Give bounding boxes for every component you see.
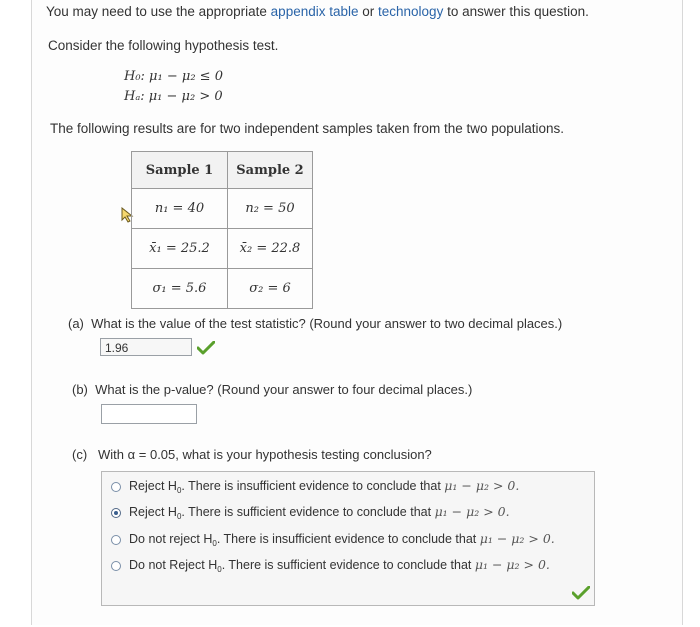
option-3-radio[interactable] bbox=[111, 535, 121, 545]
option-1-radio[interactable] bbox=[111, 482, 121, 492]
table-header-row bbox=[132, 152, 313, 189]
sample-1-mean: x̄₁ = 25.2 bbox=[132, 229, 228, 269]
intro-prefix: You may need to use the appropriate bbox=[46, 4, 271, 19]
sample-1-size: n₁ = 40 bbox=[132, 189, 228, 229]
sample-1-sigma: σ₁ = 5.6 bbox=[132, 269, 228, 309]
option-4-label[interactable] bbox=[129, 557, 550, 574]
part-c-question bbox=[72, 447, 432, 462]
header-sample-2: Sample 2 bbox=[228, 152, 313, 189]
option-3-sub: 0 bbox=[212, 539, 217, 548]
alternative-hypothesis: Hₐ: μ₁ − μ₂ > 0 bbox=[124, 89, 223, 104]
option-4-expr: μ₁ − μ₂ > 0. bbox=[474, 557, 550, 572]
option-2-expr: μ₁ − μ₂ > 0. bbox=[434, 504, 510, 519]
intro-suffix: to answer this question. bbox=[443, 4, 589, 19]
option-3-text: . There is insufficient evidence to conclude that bbox=[216, 532, 480, 546]
part-b-question bbox=[72, 382, 472, 397]
part-a-label: (a) bbox=[68, 316, 84, 331]
option-1-sub: 0 bbox=[176, 486, 182, 495]
option-3-label[interactable] bbox=[129, 531, 555, 548]
part-c-label: (c) bbox=[72, 447, 88, 462]
intro-text bbox=[46, 4, 589, 19]
intro-mid: or bbox=[358, 4, 379, 19]
option-3-lead: Do not reject H bbox=[129, 532, 213, 546]
table-row bbox=[132, 189, 313, 229]
appendix-table-link[interactable]: appendix table bbox=[270, 4, 359, 19]
technology-link[interactable]: technology bbox=[378, 4, 444, 19]
test-statistic-input[interactable]: 1.96 bbox=[100, 338, 192, 356]
table-row bbox=[132, 229, 313, 269]
part-a-text: What is the value of the test statistic? (Round your answer to two decimal places.) bbox=[91, 316, 563, 331]
header-sample-1: Sample 1 bbox=[132, 152, 228, 189]
samples-table bbox=[131, 151, 313, 309]
consider-text: Consider the following hypothesis test. bbox=[48, 38, 279, 53]
part-b-label: (b) bbox=[72, 382, 88, 397]
option-1-expr: μ₁ − μ₂ > 0. bbox=[444, 478, 520, 493]
option-4-radio[interactable] bbox=[111, 561, 121, 571]
correct-check-icon bbox=[572, 586, 590, 600]
part-a-question bbox=[68, 316, 562, 331]
option-2-text: . There is sufficient evidence to conclude that bbox=[181, 505, 435, 519]
option-3-expr: μ₁ − μ₂ > 0. bbox=[479, 531, 555, 546]
option-4-sub: 0 bbox=[217, 565, 222, 574]
correct-check-icon bbox=[197, 341, 215, 355]
option-2-label[interactable] bbox=[129, 504, 510, 521]
option-1-text: . There is insufficient evidence to conclude that bbox=[181, 479, 445, 493]
results-text: The following results are for two independent samples taken from the two populations. bbox=[50, 121, 565, 136]
option-2-lead: Reject H bbox=[129, 505, 177, 519]
option-2-sub: 0 bbox=[176, 512, 182, 521]
option-1-label[interactable] bbox=[129, 478, 519, 495]
p-value-input[interactable] bbox=[101, 404, 197, 424]
sample-2-sigma: σ₂ = 6 bbox=[228, 269, 313, 309]
table-row bbox=[132, 269, 313, 309]
sample-2-mean: x̄₂ = 22.8 bbox=[228, 229, 313, 269]
option-4-lead: Do not Reject H bbox=[129, 558, 218, 572]
option-4-text: . There is sufficient evidence to conclude that bbox=[221, 558, 475, 572]
option-2-radio[interactable] bbox=[111, 508, 121, 518]
sample-2-size: n₂ = 50 bbox=[228, 189, 313, 229]
option-1-lead: Reject H bbox=[129, 479, 177, 493]
part-b-text: What is the p-value? (Round your answer to four decimal places.) bbox=[95, 382, 473, 397]
part-c-text: With α = 0.05, what is your hypothesis testing conclusion? bbox=[98, 447, 432, 462]
conclusion-choices-panel bbox=[101, 471, 595, 606]
null-hypothesis: H₀: μ₁ − μ₂ ≤ 0 bbox=[124, 69, 223, 84]
